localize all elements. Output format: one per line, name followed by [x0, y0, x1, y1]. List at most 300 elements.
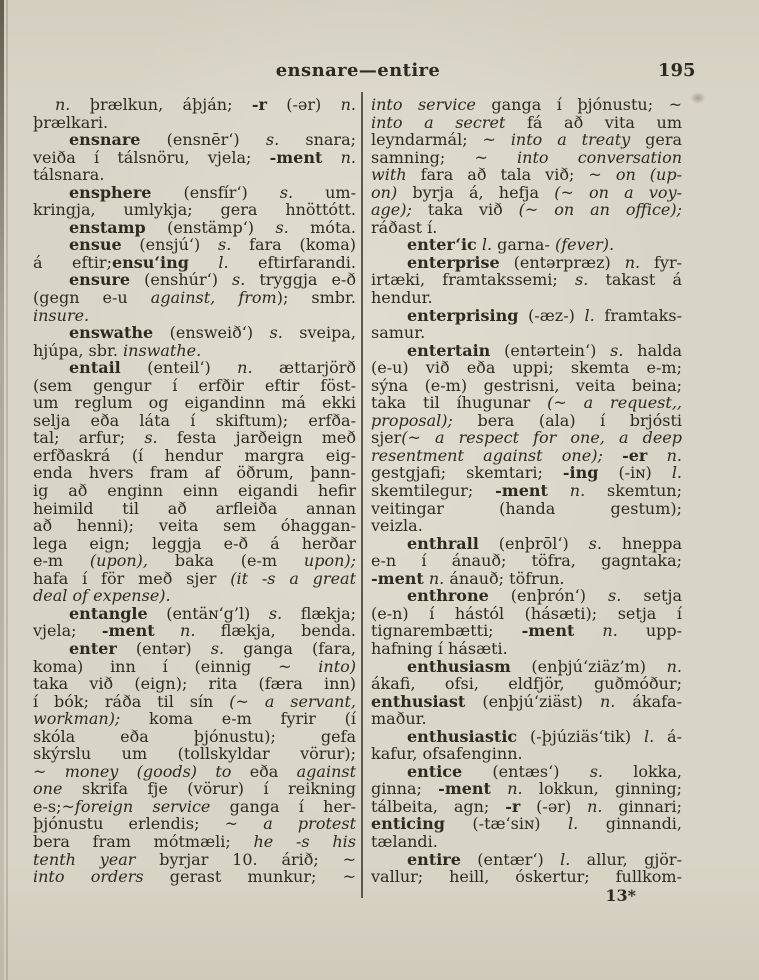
text-segment: sýna (e-m) gestrisni, veita beina; [371, 375, 682, 395]
text-line [33, 798, 356, 816]
text-segment: (entæs‘) [462, 761, 590, 781]
text-segment: enda hvers fram af öðrum, þann- [33, 463, 356, 483]
text-line [33, 429, 356, 447]
text-segment: -ment [495, 481, 548, 501]
text-line [33, 447, 356, 465]
text-segment: ákafa- [615, 691, 683, 711]
text-segment: n. [666, 656, 682, 676]
text-line [33, 166, 356, 184]
text-segment: garna- [492, 235, 555, 255]
text-segment: skemtilegur; [371, 481, 496, 501]
text-segment: resentment against one); [371, 445, 603, 465]
text-segment: against, from [150, 288, 277, 308]
text-segment: s. [275, 217, 289, 237]
text-segment: (entær‘) [460, 849, 561, 869]
text-segment: s. [269, 323, 283, 343]
text-segment: þrælkun, áþján; [70, 95, 252, 114]
text-segment: upon); [303, 551, 357, 571]
text-segment: (enþjú‘ziäst) [465, 691, 600, 711]
text-segment: hendur. [371, 288, 433, 308]
text-line [371, 131, 682, 149]
text-segment: bera fram mótmæli; [33, 831, 254, 851]
text-line [371, 500, 682, 518]
text-segment: (e-n) í hástól (hásæti); setja í [371, 603, 682, 623]
text-line [371, 535, 682, 553]
text-segment: ganga (fara, [224, 638, 356, 658]
text-segment: on (up- [615, 165, 683, 185]
text-segment: (enteil‘) [120, 358, 238, 378]
text-segment: workman); [33, 709, 121, 729]
text-segment: n. [340, 95, 357, 114]
text-segment: enstamp [69, 217, 146, 237]
text-line [371, 868, 682, 886]
page-number: 195 [658, 60, 696, 81]
text-segment: hjúpa, sbr. [33, 340, 124, 360]
text-segment: ensnare [69, 130, 141, 150]
text-segment: skrifa fje (vörur) í reikning [62, 779, 356, 799]
text-line [371, 833, 682, 851]
text-segment: e-m [33, 551, 90, 571]
text-segment: lega eign; leggja e-ð á herðar [33, 533, 356, 553]
text-line [371, 359, 682, 377]
text-line [33, 763, 356, 781]
text-segment: leyndarmál; ~ [371, 130, 511, 150]
text-segment: heimild til að arfleiða annan [33, 498, 356, 518]
text-line [33, 693, 356, 711]
text-segment: eða [231, 761, 297, 781]
text-line [371, 149, 682, 167]
text-segment: l. [671, 463, 683, 483]
text-segment: þjónustu erlendis; ~ [33, 814, 264, 834]
text-segment: against [296, 761, 357, 781]
text-segment: taka við [411, 200, 519, 220]
text-line [33, 535, 356, 553]
text-line [371, 271, 682, 289]
text-segment [491, 779, 507, 798]
text-segment: ginna; [371, 779, 439, 799]
text-segment: enticing [371, 814, 445, 834]
text-segment: entice [407, 761, 463, 781]
text-segment: n. [602, 621, 618, 641]
text-segment: n. [587, 796, 603, 816]
text-segment: (sem gengur í erfðir eftir föst- [33, 375, 356, 395]
text-segment: vjela; [33, 621, 102, 641]
text-segment: s. [279, 182, 294, 202]
text-segment: e-s;~ [33, 796, 75, 816]
text-segment: (-tæ‘siɴ) [444, 814, 569, 834]
text-line [33, 728, 356, 746]
text-segment: (~ a servant, [229, 691, 356, 711]
text-segment: byrjar 10. árið; ~ [135, 849, 356, 869]
text-segment: veitingar (handa gestum); [371, 498, 682, 518]
text-line [371, 798, 682, 816]
text-line [33, 114, 356, 132]
text-segment: enter‘ic [407, 235, 477, 255]
text-segment: irtæki, framtakssemi; [371, 270, 575, 290]
text-segment: enterprise [407, 252, 500, 272]
text-segment: -r [251, 95, 267, 114]
text-segment: taka við (eign); rita (færa inn) [33, 674, 356, 694]
text-segment: ig að enginn einn eigandi hefir [33, 481, 356, 501]
text-segment: (ensjú‘) [121, 235, 218, 255]
text-segment: á eftir; [33, 252, 112, 272]
text-line [33, 96, 356, 114]
text-line [371, 377, 682, 395]
text-segment: ); smbr. [276, 288, 356, 308]
text-line [33, 868, 356, 886]
text-segment: ensu‘ing [111, 252, 189, 272]
text-line [371, 693, 682, 711]
text-segment: entangle [69, 603, 148, 623]
text-line [371, 342, 682, 360]
text-segment: tenth year [33, 849, 136, 869]
text-line [371, 482, 682, 500]
text-segment: s. [589, 761, 603, 781]
text-segment: n. [55, 95, 71, 114]
text-segment: skýrslu um (tollskyldar vörur); [33, 744, 356, 764]
text-line [33, 500, 356, 518]
column-left [33, 96, 356, 886]
text-line [33, 412, 356, 430]
text-segment: insure. [33, 305, 90, 325]
text-segment: (-iɴ) [598, 463, 672, 483]
text-segment: s. [218, 235, 232, 255]
text-line [33, 851, 356, 869]
text-line [33, 254, 356, 272]
text-line [371, 219, 682, 237]
text-line [371, 815, 682, 833]
text-segment: (fever). [554, 235, 615, 255]
text-segment: halda [623, 340, 682, 360]
text-segment: -ment [438, 779, 491, 799]
text-line [33, 833, 356, 851]
text-segment: ættarjörð [252, 358, 356, 378]
text-segment [647, 446, 666, 465]
text-segment: ráðast í. [371, 217, 438, 237]
text-line [33, 359, 356, 377]
text-segment: ganga í þjónustu; ~ [475, 95, 683, 114]
text-segment: skóla eða þjónustu); gefa [33, 726, 356, 746]
text-segment: proposal); [371, 410, 453, 430]
text-line [371, 201, 682, 219]
text-segment: n. [237, 358, 253, 378]
text-line [33, 324, 356, 342]
text-segment: setja [621, 586, 682, 606]
scan-edge-shadow [0, 0, 4, 980]
text-line [33, 587, 356, 605]
text-segment: (-ər) [266, 95, 341, 114]
column-right [371, 96, 682, 886]
text-line [33, 464, 356, 482]
text-segment: gera [630, 130, 683, 150]
text-segment: l. [560, 849, 571, 869]
text-segment: byrja á, hefja [397, 182, 555, 202]
text-segment: (~ on a voy- [554, 182, 683, 202]
text-segment: s. [210, 638, 225, 658]
text-segment: eftirfarandi. [228, 252, 356, 272]
text-segment: enter [69, 638, 117, 658]
text-line [33, 605, 356, 623]
text-segment: festa jarðeign með [157, 428, 357, 448]
text-segment: he -s his [253, 831, 356, 851]
text-segment: maður. [371, 709, 427, 729]
text-segment [322, 148, 340, 167]
text-segment: lokka, [603, 761, 682, 781]
text-line [371, 184, 682, 202]
text-segment [574, 621, 602, 640]
text-segment: samur. [371, 323, 426, 343]
text-line [371, 728, 682, 746]
text-segment: foreign service [74, 796, 211, 816]
text-line [371, 254, 682, 272]
text-segment: (gegn e-u [33, 288, 151, 308]
text-segment: (ensweið‘) [153, 323, 270, 343]
text-segment: n. [569, 481, 586, 501]
text-line [33, 149, 356, 167]
text-line [371, 447, 682, 465]
text-line [33, 219, 356, 237]
text-line [371, 324, 682, 342]
text-line [33, 780, 356, 798]
text-segment: n. [180, 621, 196, 641]
text-line [33, 289, 356, 307]
text-segment: l. [643, 726, 655, 746]
text-segment: flækja, benda. [195, 621, 356, 641]
text-segment: um reglum og eigandinn má ekki [33, 393, 356, 413]
text-segment: að henni); veita sem óhaggan- [33, 516, 356, 536]
text-segment: veizla. [371, 516, 423, 536]
text-line [33, 394, 356, 412]
text-line [371, 96, 682, 114]
column-divider [361, 92, 363, 898]
text-segment: -ment [269, 147, 323, 167]
text-segment: koma) inn í (einnig ~ [33, 656, 319, 676]
text-segment [189, 253, 218, 272]
text-segment: (-æz-) [518, 305, 585, 325]
text-line [33, 570, 356, 588]
text-segment: selja eða láta í skiftum); erfða- [33, 410, 356, 430]
text-segment: n. [666, 445, 683, 465]
text-segment: s. [231, 270, 246, 290]
text-segment: upp- [617, 621, 683, 641]
text-segment: e-n í ánauð; töfra, gagntaka; [371, 551, 682, 571]
text-line [33, 745, 356, 763]
text-segment: l. [218, 252, 229, 272]
footer-signature-mark: 13* [605, 886, 636, 905]
text-segment: á- [654, 726, 682, 746]
text-segment: sjer [371, 428, 402, 448]
text-segment: veiða í tálsnöru, vjela; [33, 147, 270, 167]
text-segment: (-þjúziäs‘tik) [517, 726, 644, 746]
text-segment: (it -s a great [230, 568, 357, 588]
text-line [371, 710, 682, 728]
text-segment: ákafi, ofsi, eldfjör, guðmóður; [371, 674, 682, 694]
text-line [371, 464, 682, 482]
text-line [33, 201, 356, 219]
text-segment: flækja; [282, 603, 357, 623]
text-segment: takast á [588, 270, 682, 290]
text-line [371, 587, 682, 605]
text-segment: kafur, ofsafenginn. [371, 744, 523, 764]
text-segment: fara (koma) [231, 235, 356, 255]
text-segment: bera (ala) í brjósti [452, 410, 682, 430]
text-segment: tryggja e-ð [245, 270, 356, 290]
text-segment: entail [69, 358, 121, 378]
text-segment: s. [574, 270, 589, 290]
text-segment: -ment [101, 621, 155, 641]
text-segment: tálsnara. [33, 165, 105, 185]
text-line [371, 166, 682, 184]
text-segment: (~ on an office); [518, 200, 682, 220]
text-line [371, 640, 682, 658]
text-line [33, 184, 356, 202]
text-segment: (~ a respect for one, a deep [401, 428, 682, 448]
text-segment: enthusiasm [407, 656, 511, 676]
text-segment: (entərtein‘) [490, 340, 611, 360]
text-line [33, 482, 356, 500]
text-segment: gerast munkur; ~ [143, 867, 356, 887]
text-segment: -er [622, 445, 648, 465]
text-segment: into a secret [371, 112, 506, 132]
text-line [33, 342, 356, 360]
text-segment: -ing [562, 463, 599, 483]
text-segment: ensphere [69, 182, 152, 202]
text-segment: s. [265, 130, 280, 150]
text-segment: into orders [33, 867, 144, 887]
text-segment: sveipa, [282, 323, 356, 343]
text-segment: into service [371, 95, 476, 114]
text-segment: n. [507, 779, 523, 799]
text-segment: framtaks- [594, 305, 682, 325]
text-line [371, 517, 682, 535]
text-line [371, 307, 682, 325]
text-segment: (entər) [116, 638, 211, 658]
text-segment: hneppa [601, 533, 683, 553]
text-segment: taka til íhugunar [371, 393, 548, 413]
text-segment: samning; ~ [371, 147, 518, 167]
text-segment: enthrone [407, 586, 489, 606]
text-line [33, 307, 356, 325]
text-segment: entire [407, 849, 461, 869]
scan-crease-line [6, 0, 8, 980]
text-line [33, 131, 356, 149]
text-segment: into a treaty [510, 130, 631, 150]
text-line [371, 114, 682, 132]
text-segment: tal; arfur; [33, 428, 145, 448]
page-title: ensnare—entire [275, 60, 441, 81]
text-segment: (enshúr‘) [130, 270, 232, 290]
text-line [33, 675, 356, 693]
text-segment: n. [599, 691, 616, 711]
text-line [371, 763, 682, 781]
text-segment: enterprising [407, 305, 519, 325]
text-segment: ensue [69, 235, 122, 255]
text-line [371, 622, 682, 640]
scan-smudge [690, 92, 706, 104]
text-segment: snara; [279, 130, 357, 150]
text-segment: l. [584, 305, 595, 325]
text-segment: n. [340, 147, 357, 167]
text-line [371, 605, 682, 623]
text-segment: vallur; heill, óskertur; fullkom- [371, 867, 682, 887]
text-segment: s. [610, 340, 624, 360]
text-segment: (entäɴ‘g’l) [147, 603, 269, 623]
text-line [33, 658, 356, 676]
text-segment: erfðaskrá (í hendur margra eig- [33, 445, 356, 465]
text-segment: l. [481, 235, 493, 255]
text-segment: tælandi. [371, 831, 438, 851]
text-segment: -r [505, 796, 521, 816]
text-line [33, 815, 356, 833]
text-segment [155, 621, 180, 640]
text-segment: þrælkari. [33, 112, 109, 132]
text-segment: (ensnēr‘) [140, 130, 266, 150]
text-segment: (enþrōl‘) [478, 533, 589, 553]
text-segment: ~ [33, 761, 65, 781]
text-segment: (~ a request,, [547, 393, 682, 413]
text-line [371, 658, 682, 676]
text-segment: (ensfír‘) [151, 182, 280, 202]
text-line [33, 271, 356, 289]
text-segment: inswathe. [123, 340, 202, 360]
text-segment: ánauð; töfrun. [444, 568, 565, 588]
text-segment: (-ər) [520, 796, 588, 816]
text-segment [548, 481, 570, 500]
text-segment: um- [293, 182, 357, 202]
text-line [371, 552, 682, 570]
text-segment: entertain [407, 340, 491, 360]
text-line [371, 412, 682, 430]
text-line [371, 780, 682, 798]
text-segment: (e-u) við eða uppi; skemta e-m; [371, 358, 682, 378]
text-segment: -ment [521, 621, 575, 641]
text-segment: lokkun, ginning; [522, 779, 682, 799]
text-segment: ginnandi, [578, 814, 683, 834]
text-segment: s. [588, 533, 602, 553]
text-line [371, 570, 682, 588]
text-segment [603, 446, 622, 465]
text-segment: enthusiastic [407, 726, 518, 746]
text-segment: ensure [69, 270, 131, 290]
text-line [33, 236, 356, 254]
text-segment: on) [371, 182, 398, 202]
text-segment: one [33, 779, 63, 799]
text-segment: -ment [371, 568, 424, 588]
text-segment: s. [608, 586, 622, 606]
text-segment: n. [624, 252, 641, 272]
text-segment: fara að tala við; ~ [406, 165, 616, 185]
text-segment: gestgjafi; skemtari; [371, 463, 563, 483]
text-line [371, 429, 682, 447]
text-line [371, 675, 682, 693]
text-segment: enthrall [407, 533, 479, 553]
text-segment: into) [318, 656, 356, 676]
text-line [371, 745, 682, 763]
text-segment: into conversation [517, 147, 682, 167]
text-segment: money (goods) to [64, 761, 232, 781]
text-line [33, 622, 356, 640]
text-segment: l. [568, 814, 579, 834]
text-line [33, 710, 356, 728]
text-segment: móta. [288, 217, 356, 237]
text-segment: (entərpræz) [499, 252, 625, 272]
text-segment: s. [144, 428, 158, 448]
text-segment: enthusiast [371, 691, 466, 711]
text-line [33, 640, 356, 658]
text-segment: hafning í hásæti. [371, 638, 508, 658]
text-segment: ganga í her- [210, 796, 356, 816]
text-segment: deal of expense). [33, 586, 171, 606]
